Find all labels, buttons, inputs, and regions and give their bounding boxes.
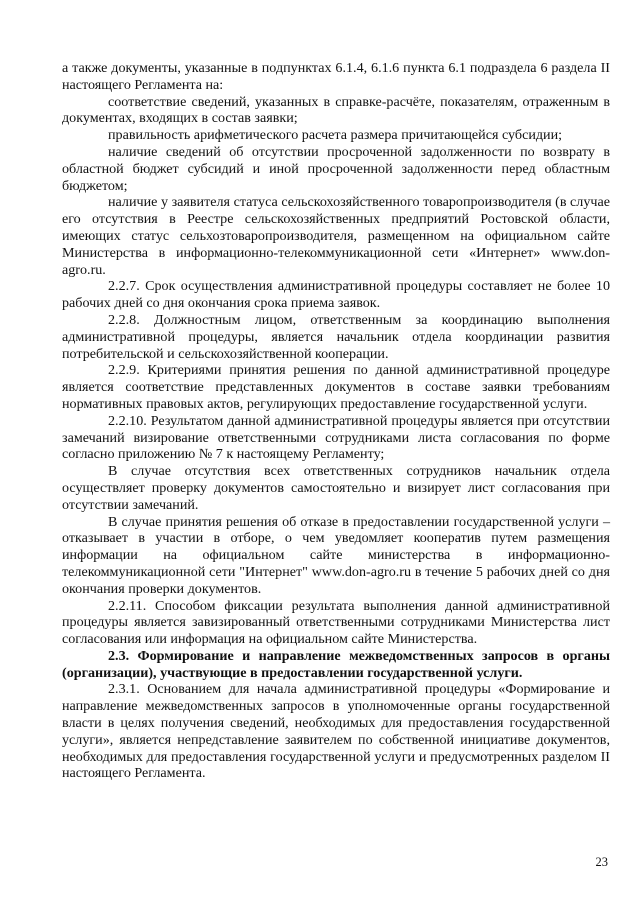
paragraph: наличие у заявителя статуса сельскохозяйственного товаропроизводителя (в случае его отсутствия в Реестре сельскохозяйственных предприятий Ростовской области, имеющих статус сельхозтоваропроизводителя, размещенном на официальном сайте Министерства в информационно-телекоммуникационной сети «Интернет» www.don-agro.ru. [62, 194, 610, 278]
paragraph: 2.2.11. Способом фиксации результата выполнения данной административной процедуры является завизированный ответственными сотрудниками Министерства лист согласования или информация на официальном сайте Министерства. [62, 597, 610, 648]
paragraph: соответствие сведений, указанных в справке-расчёте, показателям, отраженным в документах, входящих в состав заявки; [62, 93, 610, 127]
paragraph: 2.3.1. Основанием для начала административной процедуры «Формирование и направление межведомственных запросов в уполномоченные органы государственной власти в целях получения сведений, необходимых для предоставления государственной услуги», является непредставление заявителем по собственной инициативе документов, необходимых для предоставления государственной услуги и предусмотренных разделом II настоящего Регламента. [62, 681, 610, 782]
paragraph: 2.2.9. Критериями принятия решения по данной административной процедуре является соответствие представленных документов в составе заявки требованиям нормативных правовых актов, регулирующих предоставление государственной услуги. [62, 362, 610, 412]
paragraph: 2.2.10. Результатом данной административной процедуры является при отсутствии замечаний визирование ответственными сотрудниками листа согласования по форме согласно приложению № 7 к настоящему Регламенту; [62, 412, 610, 463]
paragraph: правильность арифметического расчета размера причитающейся субсидии; [108, 127, 563, 144]
page-number: 23 [595, 855, 608, 869]
paragraph: В случае принятия решения об отказе в предоставлении государственной услуги – отказывает в участии в отборе, о чем уведомляет кооператив путем размещения информации на официальном сайте министерства в информационно-телекоммуникационной сети "Интернет" www.don-agro.ru в течение 5 рабочих дней со дня окончания проверки документов. [62, 513, 610, 597]
paragraph: наличие сведений об отсутствии просроченной задолженности по возврату в областной бюджет субсидий и иной просроченной задолженности перед областным бюджетом; [62, 143, 610, 194]
paragraph: 2.2.8. Должностным лицом, ответственным за координацию выполнения административной процедуры, является начальник отдела координации развития потребительской и сельскохозяйственной кооперации. [62, 311, 610, 362]
document-body [62, 60, 610, 782]
paragraph: 2.2.7. Срок осуществления административной процедуры составляет не более 10 рабочих дней со дня окончания срока приема заявок. [62, 278, 610, 312]
paragraph: а также документы, указанные в подпунктах 6.1.4, 6.1.6 пункта 6.1 подраздела 6 раздела II настоящего Регламента на: [62, 60, 610, 93]
paragraph: В случае отсутствия всех ответственных сотрудников начальник отдела осуществляет проверку документов самостоятельно и визирует лист согласования при отсутствии замечаний. [62, 463, 610, 513]
section-heading: 2.3. Формирование и направление межведомственных запросов в органы (организации), участвующие в предоставлении государственной услуги. [62, 647, 610, 681]
